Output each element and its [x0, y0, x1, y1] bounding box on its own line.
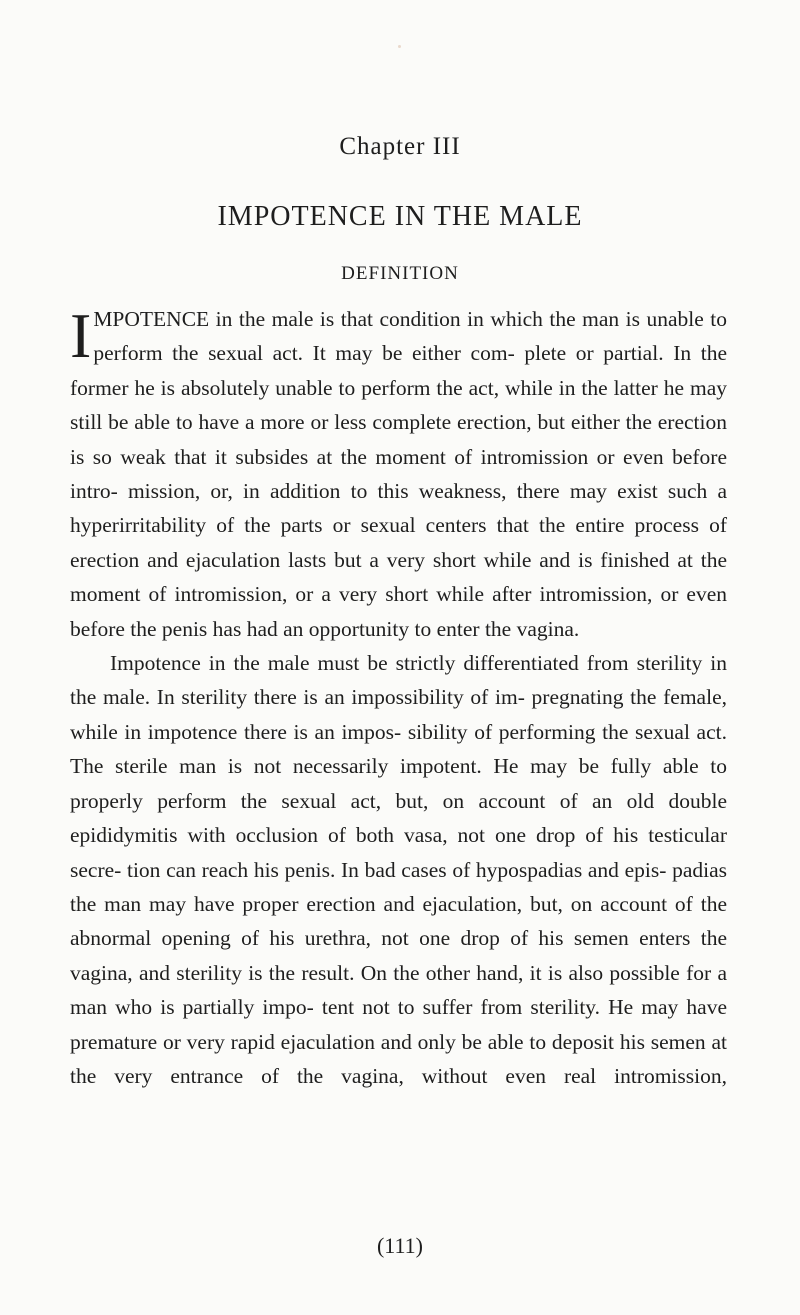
- paragraph-definition: [70, 302, 727, 646]
- paper-speck: [398, 45, 401, 48]
- paragraph-differentiation: Impotence in the male must be strictly differentiated from sterility in the male. In sterility there is an impossibility of im- pregnating the female, while in impotence there is an impos- sibility of performing the sexual act. The sterile man is not necessarily impotent. He may be fully able to properly perform the sexual act, but, on account of an old double epididymitis with occlusion of both vasa, not one drop of his testicular secre- tion can reach his penis. In bad cases of hypospadias and epis- padias the man may have proper erection and ejaculation, but, on account of the abnormal opening of his urethra, not one drop of his semen enters the vagina, and sterility is the result. On the other hand, it is also possible for a man who is partially impo- tent not to suffer from sterility. He may have premature or very rapid ejaculation and only be able to deposit his semen at the very entrance of the vagina, without even real intromission,: [70, 651, 727, 1088]
- paragraph-definition-text: MPOTENCE in the male is that condition in which the man is unable to perform the sexual act. It may be either com- plete or partial. In the former he is absolutely unable to perform the act, while in the latter he may still be able to have a more or less complete erection, but either the erection is so weak that it subsides at the moment of intromission or even before intro- mission, or, in addition to this weakness, there may exist such a hyperirritability of the parts or sexual centers that the entire process of erection and ejaculation lasts but a very short while and is finished at the moment of intromission, or a very short while after intromission, or even before the penis has had an opportunity to enter the vagina.: [70, 307, 727, 641]
- section-heading: DEFINITION: [341, 263, 459, 284]
- body-text: [70, 302, 727, 1093]
- chapter-heading: Chapter III: [339, 133, 461, 160]
- drop-cap: I: [70, 300, 92, 371]
- page-title: IMPOTENCE IN THE MALE: [217, 201, 583, 232]
- page-number: (111): [376, 1233, 424, 1258]
